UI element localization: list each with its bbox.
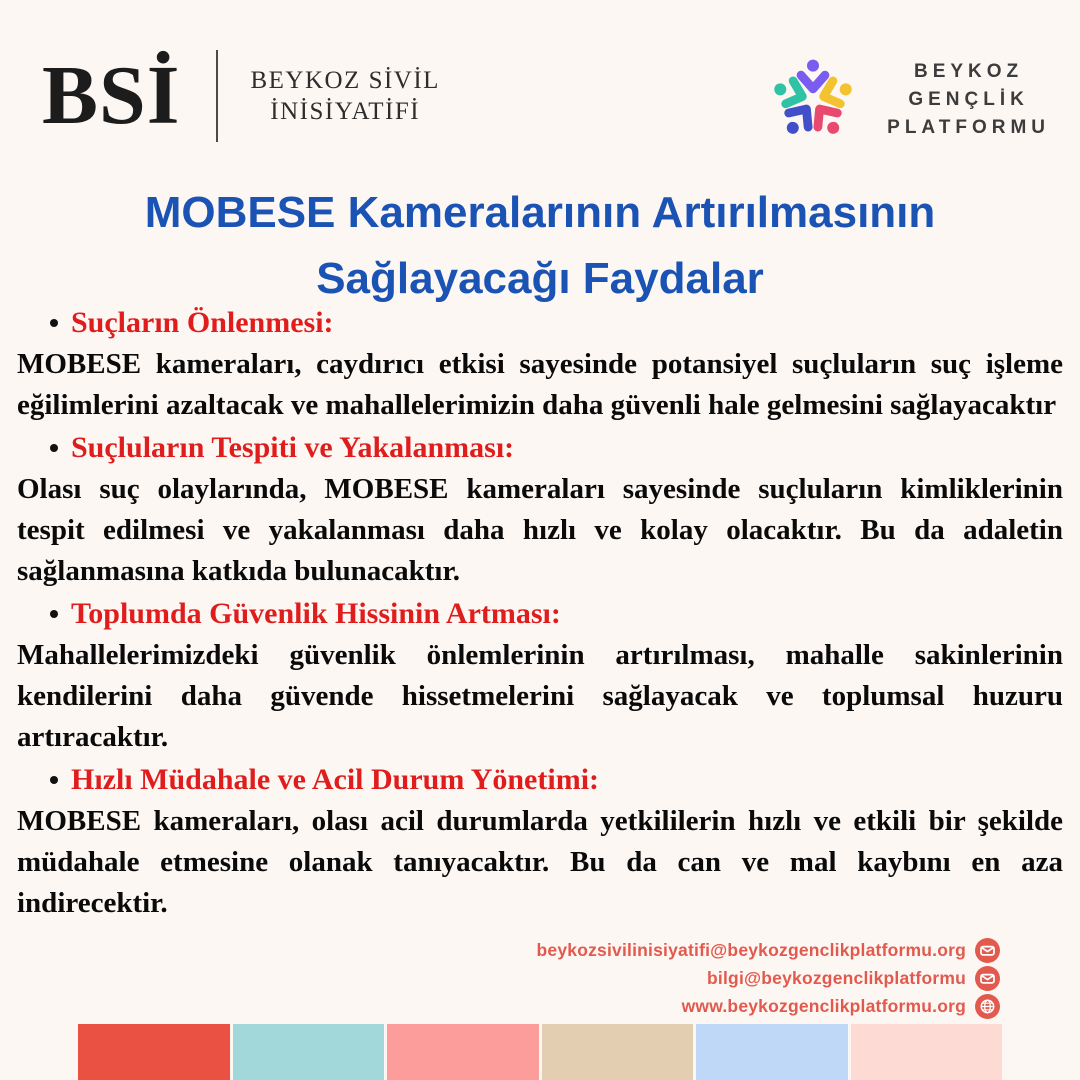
contact-email-secondary-text: bilgi@beykozgenclikplatformu bbox=[707, 968, 966, 988]
section-body-catching-criminals: Olası suç olaylarında, MOBESE kameraları sayesinde suçluların kimliklerinin tespit edilmesi ve yakalanması daha hızlı ve kolay olacaktır. Bu da adaletin sağlanmasına katkıda bulunacaktır. bbox=[17, 473, 1063, 587]
bsi-org-name bbox=[250, 65, 440, 127]
page-title-line1: MOBESE Kameralarının Artırılmasının bbox=[144, 188, 936, 237]
section-heading-catching-criminals bbox=[17, 427, 1063, 469]
bsi-org-name-line2: İNİSİYATİFİ bbox=[270, 98, 421, 125]
globe-icon bbox=[975, 994, 1000, 1019]
section-heading-sense-of-security bbox=[17, 593, 1063, 635]
palette-swatch bbox=[696, 1024, 848, 1080]
section-heading-crime-prevention bbox=[17, 302, 1063, 344]
bullet-icon bbox=[50, 319, 58, 327]
header bbox=[0, 0, 1080, 170]
platform-org-name-line2: GENÇLİK bbox=[908, 89, 1029, 110]
section-body-rapid-response: MOBESE kameraları, olası acil durumlarda yetkililerin hızlı ve etkili bir şekilde müdahale etmesine olanak tanıyacaktır. Bu da can ve mal kaybını en aza indirecektir. bbox=[17, 805, 1063, 919]
page-title-line2: Sağlayacağı Faydalar bbox=[316, 254, 764, 303]
color-palette-strip bbox=[78, 1024, 1002, 1080]
palette-swatch bbox=[387, 1024, 539, 1080]
envelope-icon bbox=[975, 966, 1000, 991]
section-heading-label: Suçluların Tespiti ve Yakalanması: bbox=[71, 431, 515, 464]
section-heading-rapid-response bbox=[17, 759, 1063, 801]
contact-email-primary-text: beykozsivilinisiyatifi@beykozgenclikplatformu.org bbox=[536, 940, 966, 960]
page-title bbox=[0, 180, 1080, 312]
envelope-icon bbox=[975, 938, 1000, 963]
section-heading-label: Hızlı Müdahale ve Acil Durum Yönetimi: bbox=[71, 763, 600, 796]
bullet-icon bbox=[50, 610, 58, 618]
contact-email-secondary[interactable] bbox=[537, 966, 1000, 991]
contact-website[interactable] bbox=[537, 994, 1000, 1019]
bullet-icon bbox=[50, 444, 58, 452]
palette-swatch bbox=[78, 1024, 230, 1080]
platform-org-name-line1: BEYKOZ bbox=[913, 61, 1024, 82]
logo-divider bbox=[216, 50, 218, 142]
contact-block bbox=[537, 938, 1000, 1022]
palette-swatch bbox=[542, 1024, 694, 1080]
bullet-icon bbox=[50, 776, 58, 784]
platform-org-name bbox=[887, 58, 1050, 142]
palette-swatch bbox=[851, 1024, 1003, 1080]
bsi-org-name-line1: BEYKOZ SİVİL bbox=[250, 67, 440, 94]
section-body-sense-of-security: Mahallelerimizdeki güvenlik önlemlerinin artırılması, mahalle sakinlerinin kendilerini daha güvende hissetmelerini sağlayacak ve toplumsal huzuru artıracaktır. bbox=[17, 639, 1063, 753]
contact-email-primary[interactable] bbox=[537, 938, 1000, 963]
platform-people-logo-icon bbox=[765, 52, 861, 148]
section-heading-label: Suçların Önlenmesi: bbox=[71, 306, 334, 339]
section-body-crime-prevention: MOBESE kameraları, caydırıcı etkisi sayesinde potansiyel suçluların suç işleme eğilimlerini azaltacak ve mahallelerimizin daha güvenli hale gelmesini sağlayacaktır bbox=[17, 348, 1063, 421]
bsi-logo-lockup bbox=[42, 48, 440, 144]
platform-logo-lockup bbox=[765, 52, 1050, 148]
bsi-logo: BSİ bbox=[42, 49, 181, 142]
palette-swatch bbox=[233, 1024, 385, 1080]
content bbox=[17, 301, 1063, 924]
platform-org-name-line3: PLATFORMU bbox=[887, 117, 1050, 138]
contact-website-text: www.beykozgenclikplatformu.org bbox=[681, 996, 966, 1016]
section-heading-label: Toplumda Güvenlik Hissinin Artması: bbox=[71, 597, 561, 630]
